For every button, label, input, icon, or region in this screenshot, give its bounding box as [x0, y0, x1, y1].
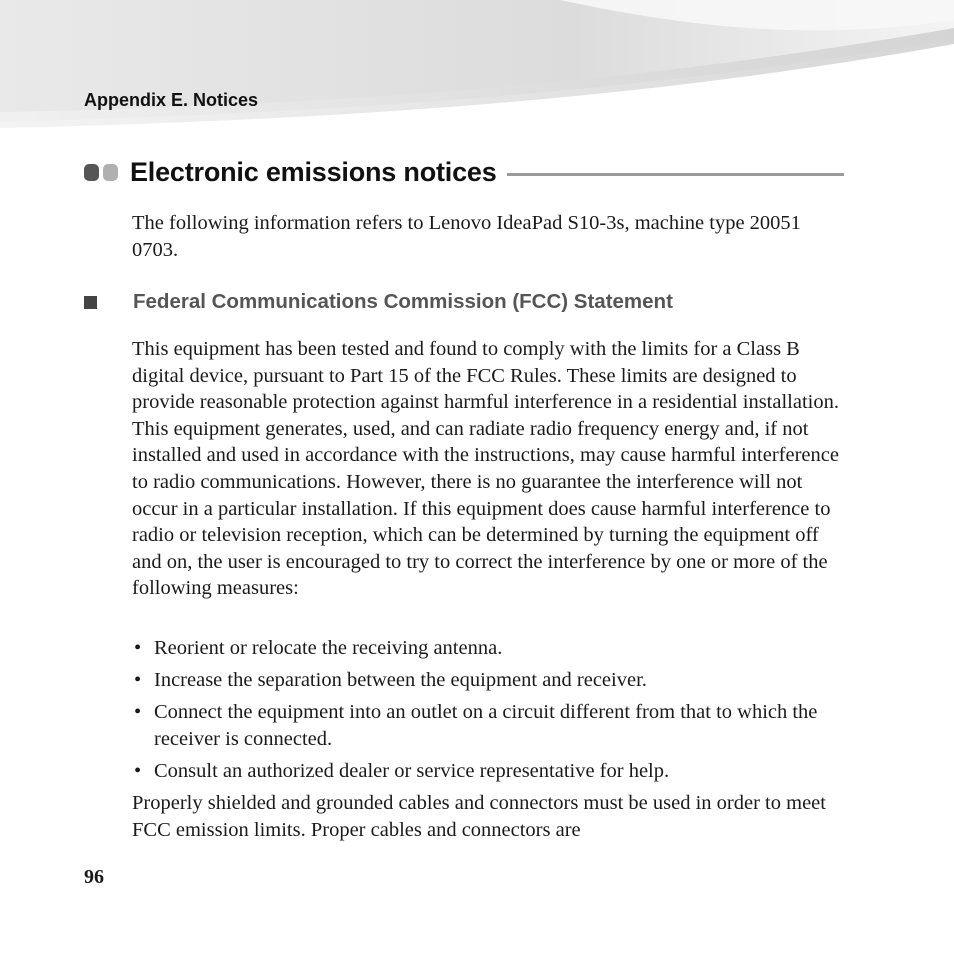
bullet-icon: •: [134, 759, 142, 782]
measures-list: [132, 635, 842, 790]
section-heading: [84, 152, 844, 192]
list-item-text: Consult an authorized dealer or service representative for help.: [154, 759, 670, 782]
section-bullet-icons: [84, 164, 118, 181]
list-item-text: Reorient or relocate the receiving antenna.: [154, 637, 503, 659]
fcc-paragraph: This equipment has been tested and found to comply with the limits for a Class B digital device, pursuant to Part 15 of the FCC Rules. These limits are designed to provide reasonable protection against harmful interference in a residential installation. This equipment generates, used, and can radiate radio frequency energy and, if not installed and used in accordance with the instructions, may cause harmful interference to radio communications. However, there is no guarantee the interference will not occur in a particular installation. If this equipment does cause harmful interference to radio or television reception, which can be determined by turning the equipment off and on, the user is encouraged to try to correct the interference by one or more of the following measures:: [132, 338, 839, 600]
page-number: 96: [84, 866, 104, 888]
light-dot-icon: [103, 164, 118, 181]
list-item: [132, 699, 842, 752]
square-bullet-icon: [84, 296, 97, 309]
section-title: Electronic emissions notices: [130, 156, 497, 187]
list-item: [132, 635, 842, 662]
closing-paragraph: Properly shielded and grounded cables and connectors must be used in order to meet FCC emission limits. Proper cables and connectors are: [132, 792, 826, 841]
header-decoration: [0, 0, 954, 140]
fcc-heading-label: Federal Communications Commission (FCC) Statement: [133, 290, 673, 313]
section-rule: [507, 173, 844, 176]
bullet-icon: •: [134, 637, 142, 659]
bullet-icon: •: [134, 669, 142, 692]
intro-paragraph: The following information refers to Lenovo IdeaPad S10-3s, machine type 20051 0703.: [132, 212, 801, 261]
list-item: [132, 758, 842, 785]
running-header: Appendix E. Notices: [84, 90, 259, 110]
fcc-heading: [84, 290, 673, 314]
bullet-icon: •: [134, 701, 142, 724]
list-item: [132, 667, 842, 694]
list-item-text: Increase the separation between the equipment and receiver.: [154, 669, 647, 692]
dark-dot-icon: [84, 164, 99, 181]
list-item-text: Connect the equipment into an outlet on a circuit different from that to which the receiver is connected.: [154, 701, 818, 750]
